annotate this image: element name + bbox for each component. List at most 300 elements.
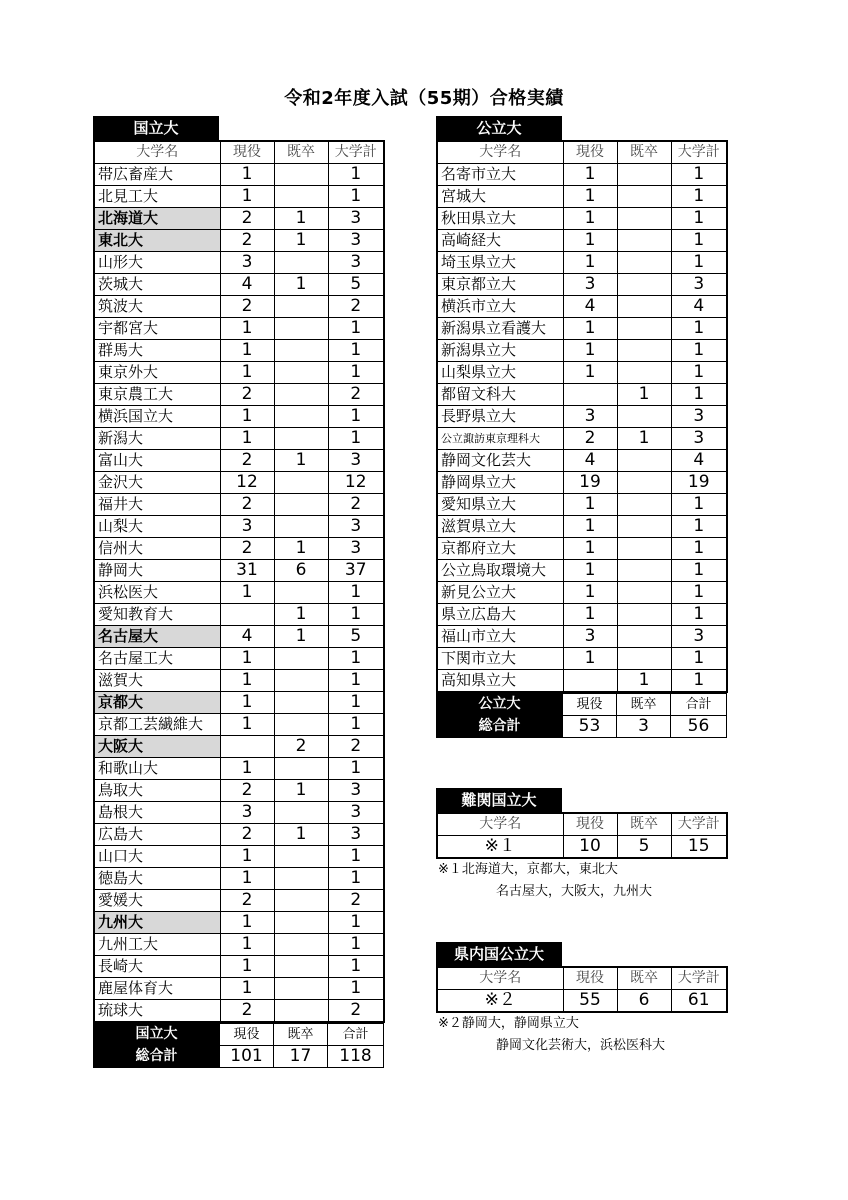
university-former: 1: [274, 230, 328, 252]
header-name: 大学名: [437, 967, 563, 990]
university-former: 1: [274, 824, 328, 846]
university-current: 1: [563, 208, 617, 230]
university-name: 東北大: [94, 230, 220, 252]
university-former: [274, 890, 328, 912]
public-row: [437, 494, 727, 516]
public-totals-former-label: 既卒: [617, 694, 671, 716]
university-former: [274, 846, 328, 868]
university-total: 1: [328, 934, 384, 956]
university-total: 1: [671, 494, 727, 516]
header-name: 大学名: [437, 813, 563, 836]
university-former: [617, 186, 671, 208]
university-former: 1: [617, 384, 671, 406]
university-former: [274, 516, 328, 538]
public-row: [437, 384, 727, 406]
public-totals-total-label: 合計: [671, 694, 727, 716]
university-current: 1: [220, 670, 274, 692]
university-former: [617, 362, 671, 384]
public-row: [437, 626, 727, 648]
national-grand-total-label: 総合計: [94, 1046, 220, 1068]
national-row: [94, 560, 384, 582]
university-name: 大阪大: [94, 736, 220, 758]
university-name: 高知県立大: [437, 670, 563, 693]
university-total: 3: [671, 406, 727, 428]
university-total: 1: [328, 956, 384, 978]
public-row: [437, 670, 727, 693]
university-former: [274, 758, 328, 780]
public-grand-total-label: 総合計: [437, 716, 563, 738]
university-total: 1: [328, 582, 384, 604]
national-row: [94, 802, 384, 824]
public-header-row: [437, 141, 727, 164]
public-row: [437, 230, 727, 252]
university-current: 1: [563, 582, 617, 604]
national-row: [94, 362, 384, 384]
university-current: 1: [220, 978, 274, 1000]
national-row: [94, 230, 384, 252]
university-former: [274, 934, 328, 956]
university-name: 京都工芸繊維大: [94, 714, 220, 736]
difficult-table: [436, 812, 728, 859]
university-current: 2: [220, 538, 274, 560]
university-current: 1: [220, 934, 274, 956]
public-row: [437, 560, 727, 582]
public-row: [437, 318, 727, 340]
university-current: 3: [563, 274, 617, 296]
header-former: 既卒: [617, 141, 671, 164]
university-current: 3: [563, 626, 617, 648]
university-former: [617, 340, 671, 362]
university-name: 愛知県立大: [437, 494, 563, 516]
university-name: 島根大: [94, 802, 220, 824]
university-name: 滋賀大: [94, 670, 220, 692]
university-total: 3: [328, 252, 384, 274]
university-name: 新潟大: [94, 428, 220, 450]
university-total: 3: [328, 516, 384, 538]
university-current: 1: [220, 912, 274, 934]
university-name: 浜松医大: [94, 582, 220, 604]
national-section: [93, 116, 385, 1068]
header-name: 大学名: [437, 141, 563, 164]
prefectural-row-name: ※２: [437, 990, 563, 1013]
university-current: 1: [220, 186, 274, 208]
university-former: [274, 956, 328, 978]
prefectural-note-1: ※２静岡大，静岡県立大: [438, 1016, 579, 1031]
university-former: 1: [274, 604, 328, 626]
public-row: [437, 274, 727, 296]
university-name: 茨城大: [94, 274, 220, 296]
national-row: [94, 934, 384, 956]
university-former: [274, 384, 328, 406]
national-row: [94, 164, 384, 186]
university-name: 愛媛大: [94, 890, 220, 912]
prefectural-row: [437, 990, 727, 1013]
university-total: 2: [328, 296, 384, 318]
university-current: [220, 604, 274, 626]
difficult-row-current: 10: [563, 836, 617, 859]
national-row: [94, 670, 384, 692]
university-former: 6: [274, 560, 328, 582]
university-total: 2: [328, 890, 384, 912]
university-current: 1: [220, 956, 274, 978]
header-name: 大学名: [94, 141, 220, 164]
national-totals-total-label: 合計: [328, 1024, 384, 1046]
university-current: 1: [220, 318, 274, 340]
university-name: 帯広畜産大: [94, 164, 220, 186]
header-total: 大学計: [671, 967, 727, 990]
university-total: 2: [328, 494, 384, 516]
university-total: 3: [328, 824, 384, 846]
university-current: 1: [563, 230, 617, 252]
university-former: [274, 362, 328, 384]
university-current: 1: [220, 164, 274, 186]
difficult-row-name: ※１: [437, 836, 563, 859]
university-total: 1: [671, 318, 727, 340]
university-total: 1: [328, 648, 384, 670]
page-title: 令和2年度入試（55期）合格実績: [284, 88, 564, 109]
national-row: [94, 450, 384, 472]
university-former: [274, 692, 328, 714]
national-row: [94, 428, 384, 450]
university-total: 1: [671, 604, 727, 626]
university-total: 2: [328, 384, 384, 406]
university-name: 公立鳥取環境大: [437, 560, 563, 582]
university-current: 1: [563, 186, 617, 208]
university-total: 1: [671, 186, 727, 208]
prefectural-row-total: 61: [671, 990, 727, 1013]
prefectural-note-2: 静岡文化芸術大，浜松医科大: [496, 1038, 666, 1053]
university-current: 1: [563, 516, 617, 538]
university-current: 1: [220, 714, 274, 736]
university-current: 1: [563, 164, 617, 186]
header-current: 現役: [563, 813, 617, 836]
university-former: [274, 802, 328, 824]
national-row: [94, 780, 384, 802]
university-total: 1: [328, 428, 384, 450]
national-row: [94, 912, 384, 934]
university-current: 3: [220, 516, 274, 538]
university-total: 3: [328, 802, 384, 824]
university-former: [274, 648, 328, 670]
university-former: [617, 230, 671, 252]
university-name: 高崎経大: [437, 230, 563, 252]
university-total: 1: [671, 208, 727, 230]
university-total: 1: [671, 384, 727, 406]
university-former: [617, 560, 671, 582]
university-name: 名寄市立大: [437, 164, 563, 186]
university-former: [274, 164, 328, 186]
university-current: 2: [220, 384, 274, 406]
university-total: 3: [328, 538, 384, 560]
university-current: 2: [563, 428, 617, 450]
national-row: [94, 340, 384, 362]
university-current: 1: [220, 582, 274, 604]
university-name: 東京農工大: [94, 384, 220, 406]
national-row: [94, 274, 384, 296]
university-former: [274, 296, 328, 318]
difficult-note-1: ※１北海道大，京都大，東北大: [438, 862, 618, 877]
public-row: [437, 648, 727, 670]
university-total: 1: [671, 670, 727, 693]
university-former: [617, 516, 671, 538]
national-table: [93, 140, 385, 1023]
university-total: 2: [328, 736, 384, 758]
university-name: 宮城大: [437, 186, 563, 208]
public-row: [437, 164, 727, 186]
university-current: 12: [220, 472, 274, 494]
header-former: 既卒: [617, 967, 671, 990]
university-total: 2: [328, 1000, 384, 1023]
university-former: [617, 626, 671, 648]
national-row: [94, 648, 384, 670]
public-row: [437, 340, 727, 362]
national-row: [94, 472, 384, 494]
university-former: 1: [274, 274, 328, 296]
university-name: 信州大: [94, 538, 220, 560]
university-total: 1: [328, 912, 384, 934]
university-current: 1: [563, 648, 617, 670]
national-row: [94, 208, 384, 230]
prefectural-row-former: 6: [617, 990, 671, 1013]
national-totals-current-label: 現役: [220, 1024, 274, 1046]
university-former: [617, 494, 671, 516]
university-name: 京都大: [94, 692, 220, 714]
university-name: 群馬大: [94, 340, 220, 362]
university-total: 5: [328, 274, 384, 296]
university-current: 2: [220, 208, 274, 230]
university-total: 3: [671, 428, 727, 450]
university-former: [617, 582, 671, 604]
university-name: 東京外大: [94, 362, 220, 384]
university-name: 福井大: [94, 494, 220, 516]
university-name: 静岡大: [94, 560, 220, 582]
university-current: 3: [220, 802, 274, 824]
university-name: 福山市立大: [437, 626, 563, 648]
university-total: 1: [671, 582, 727, 604]
university-name: 愛知教育大: [94, 604, 220, 626]
national-totals: [93, 1023, 384, 1068]
difficult-row-total: 15: [671, 836, 727, 859]
university-former: [617, 296, 671, 318]
university-name: 名古屋大: [94, 626, 220, 648]
university-name: 鳥取大: [94, 780, 220, 802]
university-total: 12: [328, 472, 384, 494]
university-current: 1: [563, 252, 617, 274]
university-former: [617, 604, 671, 626]
university-current: 2: [220, 494, 274, 516]
university-former: [617, 318, 671, 340]
university-current: 1: [563, 318, 617, 340]
university-total: 1: [671, 230, 727, 252]
public-totals: [436, 693, 727, 738]
university-former: [274, 186, 328, 208]
national-row: [94, 296, 384, 318]
university-total: 1: [328, 846, 384, 868]
public-row: [437, 604, 727, 626]
university-former: [274, 670, 328, 692]
public-row: [437, 186, 727, 208]
university-former: [617, 450, 671, 472]
prefectural-table: [436, 966, 728, 1013]
national-row: [94, 252, 384, 274]
national-row: [94, 956, 384, 978]
national-row: [94, 890, 384, 912]
national-row: [94, 494, 384, 516]
public-row: [437, 582, 727, 604]
university-former: [617, 208, 671, 230]
university-current: 1: [563, 494, 617, 516]
university-current: 2: [220, 230, 274, 252]
university-name: 北海道大: [94, 208, 220, 230]
national-row: [94, 406, 384, 428]
university-total: 1: [671, 538, 727, 560]
header-current: 現役: [220, 141, 274, 164]
university-former: [274, 868, 328, 890]
university-total: 3: [671, 274, 727, 296]
university-total: 1: [328, 362, 384, 384]
prefectural-section-label: 県内国公立大: [436, 942, 562, 966]
university-former: [274, 318, 328, 340]
university-total: 1: [328, 978, 384, 1000]
university-current: 4: [220, 626, 274, 648]
university-current: 1: [220, 648, 274, 670]
university-name: 長崎大: [94, 956, 220, 978]
university-current: [563, 670, 617, 693]
university-name: 静岡県立大: [437, 472, 563, 494]
national-row: [94, 846, 384, 868]
university-former: 1: [617, 428, 671, 450]
university-former: [617, 538, 671, 560]
university-name: 北見工大: [94, 186, 220, 208]
university-former: 1: [274, 208, 328, 230]
public-row: [437, 516, 727, 538]
university-current: 2: [220, 890, 274, 912]
university-name: 京都府立大: [437, 538, 563, 560]
university-name: 公立諏訪東京理科大: [437, 428, 563, 450]
university-former: [274, 978, 328, 1000]
university-total: 4: [671, 296, 727, 318]
university-name: 秋田県立大: [437, 208, 563, 230]
prefectural-row-current: 55: [563, 990, 617, 1013]
university-current: 1: [220, 758, 274, 780]
university-name: 広島大: [94, 824, 220, 846]
university-current: 4: [563, 450, 617, 472]
university-total: 1: [328, 406, 384, 428]
university-name: 宇都宮大: [94, 318, 220, 340]
university-name: 新見公立大: [437, 582, 563, 604]
public-row: [437, 406, 727, 428]
public-row: [437, 450, 727, 472]
prefectural-section: [436, 942, 728, 1013]
national-row: [94, 736, 384, 758]
university-current: 1: [220, 406, 274, 428]
university-current: 1: [563, 604, 617, 626]
university-name: 山梨大: [94, 516, 220, 538]
national-row: [94, 582, 384, 604]
difficult-section: [436, 788, 728, 859]
header-current: 現役: [563, 967, 617, 990]
national-row: [94, 978, 384, 1000]
university-current: 2: [220, 296, 274, 318]
university-total: 1: [328, 758, 384, 780]
public-total-sum: 56: [671, 716, 727, 738]
university-current: 1: [220, 868, 274, 890]
university-current: 3: [563, 406, 617, 428]
university-name: 滋賀県立大: [437, 516, 563, 538]
university-current: 31: [220, 560, 274, 582]
header-current: 現役: [563, 141, 617, 164]
university-total: 1: [328, 604, 384, 626]
university-former: [274, 582, 328, 604]
university-name: 新潟県立大: [437, 340, 563, 362]
university-name: 山梨県立大: [437, 362, 563, 384]
university-total: 1: [328, 340, 384, 362]
difficult-section-label: 難関国立大: [436, 788, 562, 812]
university-current: 3: [220, 252, 274, 274]
university-current: 1: [220, 362, 274, 384]
national-header-row: [94, 141, 384, 164]
university-former: [274, 406, 328, 428]
header-former: 既卒: [274, 141, 328, 164]
university-name: 横浜市立大: [437, 296, 563, 318]
university-former: [617, 274, 671, 296]
public-row: [437, 362, 727, 384]
university-name: 富山大: [94, 450, 220, 472]
university-former: 1: [274, 450, 328, 472]
university-former: [274, 714, 328, 736]
university-total: 1: [671, 252, 727, 274]
university-current: 2: [220, 780, 274, 802]
national-row: [94, 868, 384, 890]
university-total: 3: [328, 450, 384, 472]
university-former: 1: [274, 780, 328, 802]
university-former: 1: [617, 670, 671, 693]
university-former: [617, 648, 671, 670]
public-totals-label: 公立大: [437, 694, 563, 716]
university-former: [617, 252, 671, 274]
national-total-former: 17: [274, 1046, 328, 1068]
university-total: 1: [671, 560, 727, 582]
university-name: 静岡文化芸大: [437, 450, 563, 472]
university-former: [274, 494, 328, 516]
university-current: 1: [220, 340, 274, 362]
university-name: 東京都立大: [437, 274, 563, 296]
university-former: 1: [274, 626, 328, 648]
university-current: 2: [220, 450, 274, 472]
public-table: [436, 140, 728, 693]
university-former: [274, 428, 328, 450]
university-current: 2: [220, 1000, 274, 1023]
national-total-current: 101: [220, 1046, 274, 1068]
university-current: 19: [563, 472, 617, 494]
university-current: 4: [220, 274, 274, 296]
university-current: 1: [220, 846, 274, 868]
national-row: [94, 714, 384, 736]
university-former: [274, 1000, 328, 1023]
public-row: [437, 208, 727, 230]
university-total: 19: [671, 472, 727, 494]
university-former: [274, 472, 328, 494]
national-row: [94, 1000, 384, 1023]
national-row: [94, 758, 384, 780]
national-row: [94, 516, 384, 538]
national-section-label: 国立大: [93, 116, 219, 140]
university-name: 金沢大: [94, 472, 220, 494]
university-total: 3: [328, 230, 384, 252]
university-current: 4: [563, 296, 617, 318]
university-name: 和歌山大: [94, 758, 220, 780]
university-total: 1: [671, 362, 727, 384]
